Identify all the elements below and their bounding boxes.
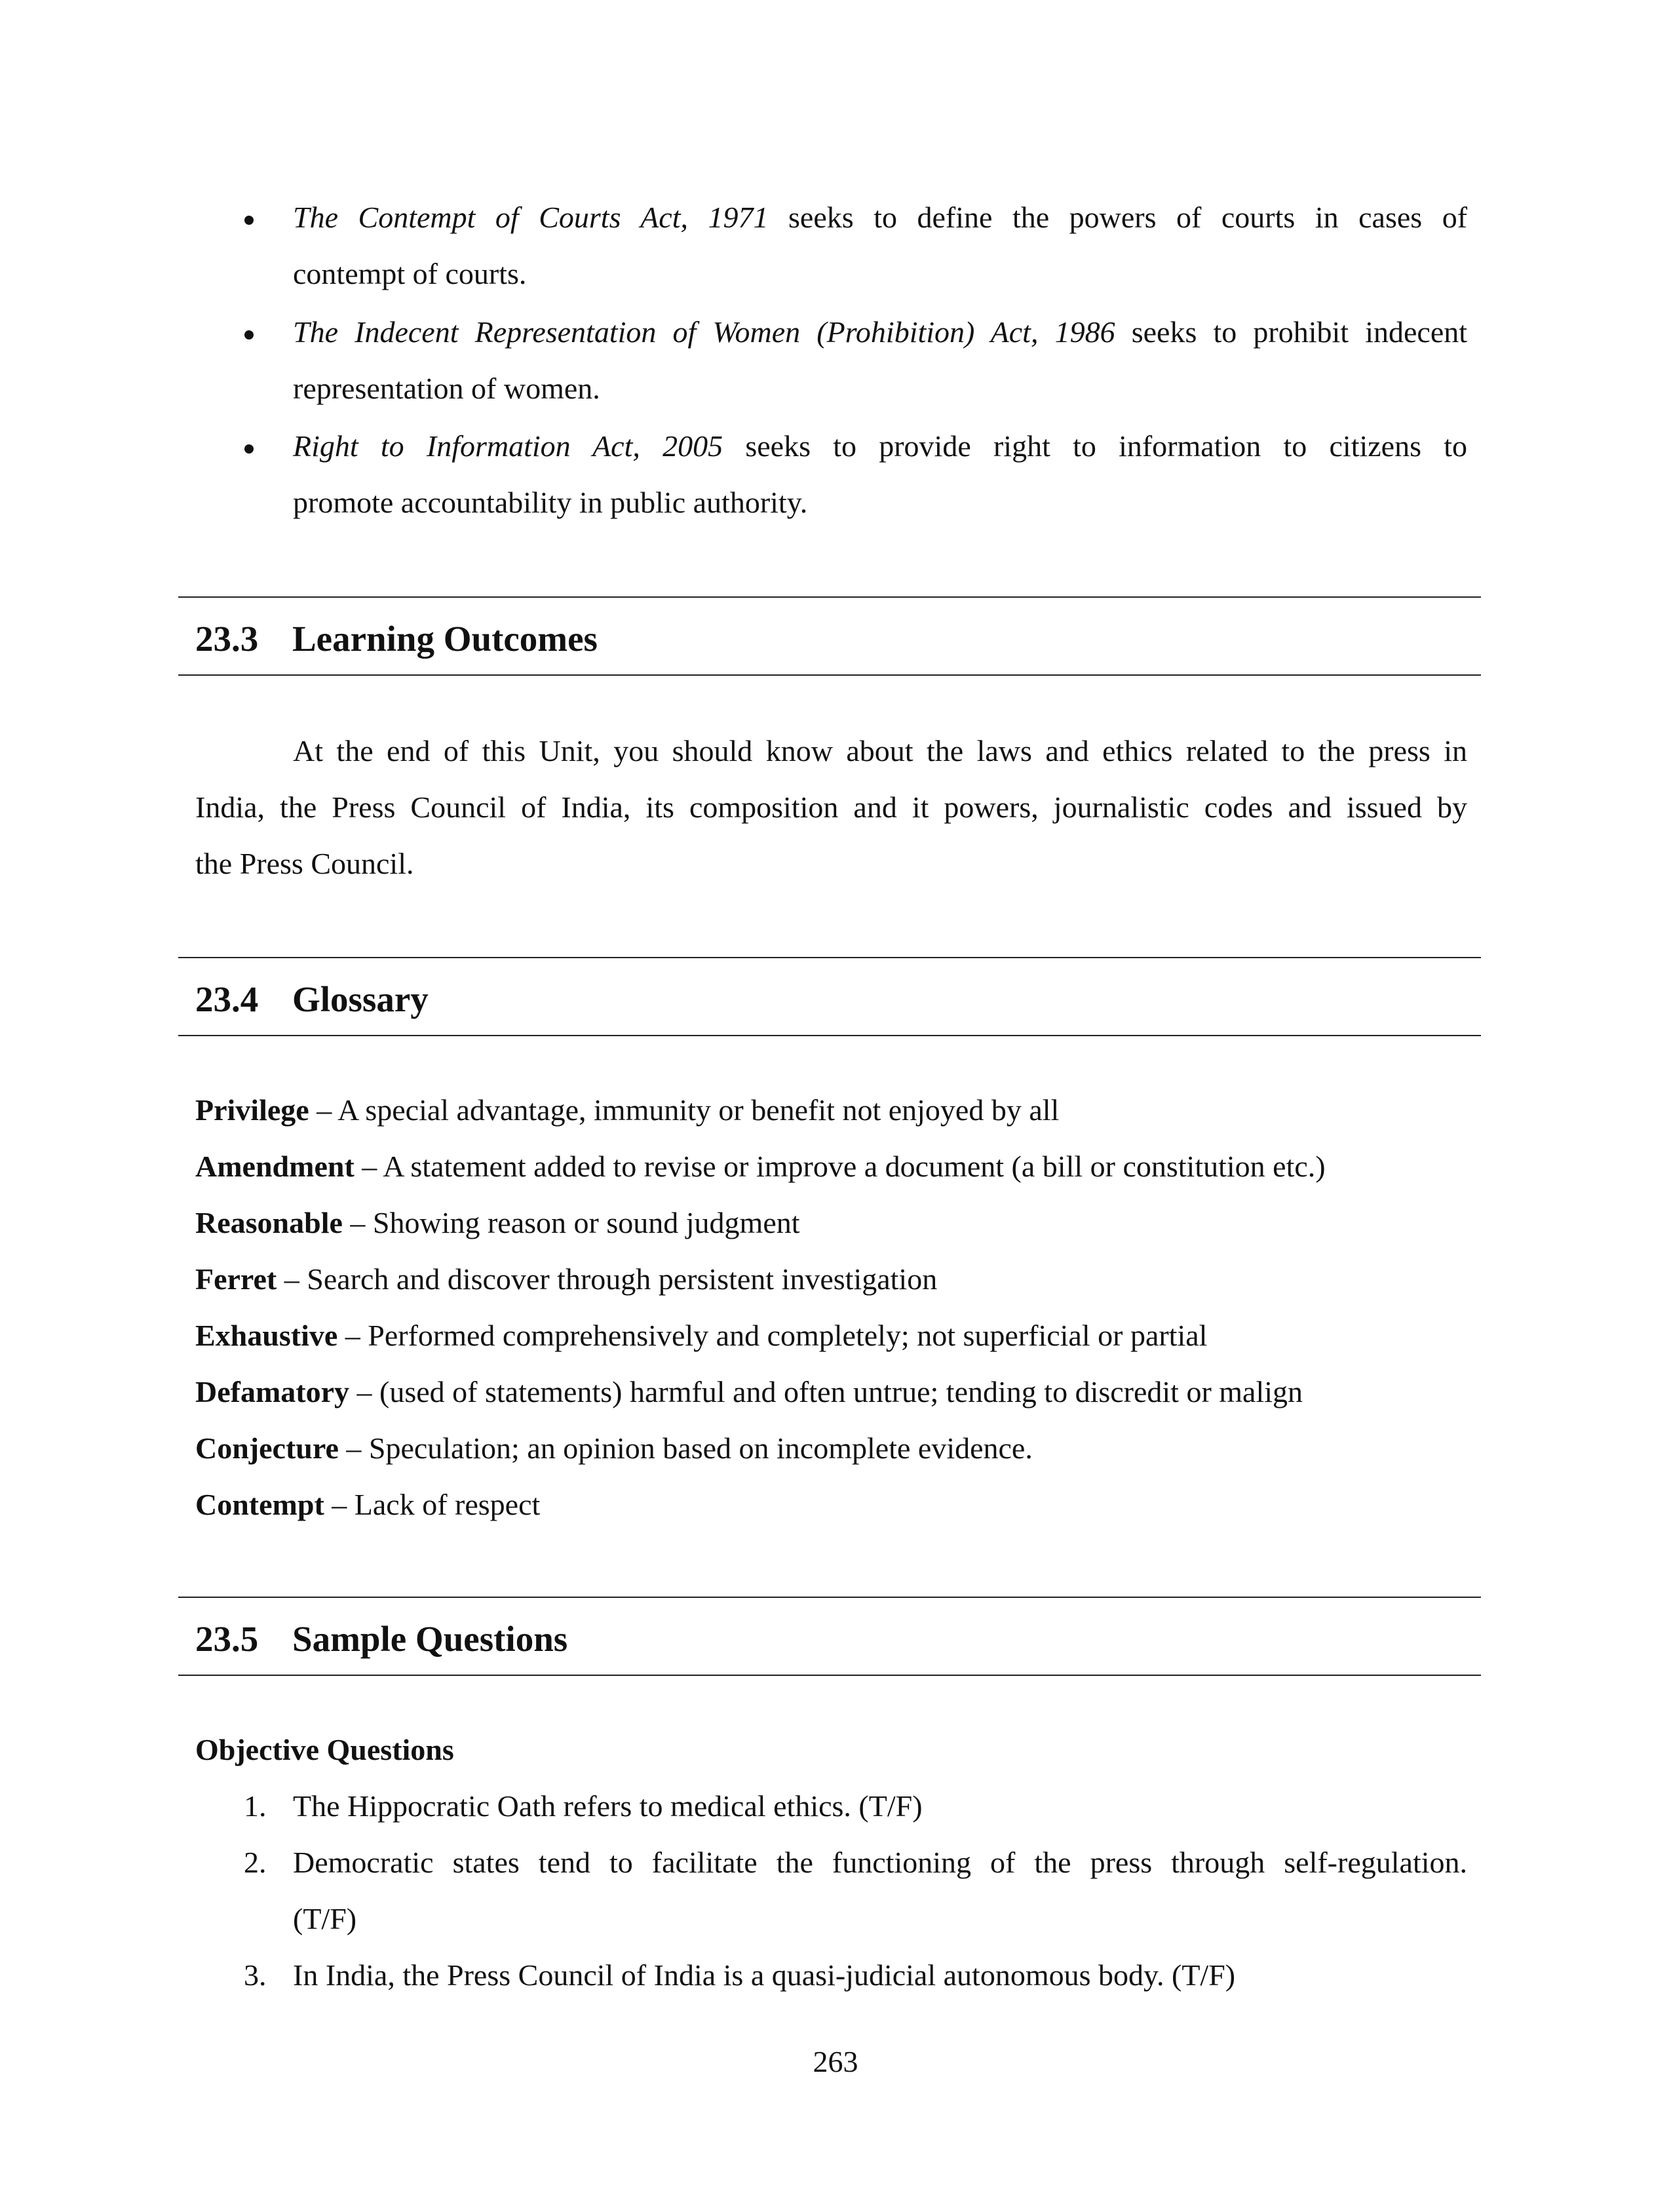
bullet-icon (244, 444, 254, 454)
glossary-entry (195, 1261, 937, 1298)
glossary-term: Exhaustive (195, 1319, 338, 1352)
glossary-entry (195, 1092, 1059, 1129)
glossary-entry (195, 1148, 1326, 1185)
paragraph-line: At the end of this Unit, you should know about the laws and ethics related to the press in (293, 734, 1467, 767)
section-title: Sample Questions (292, 1619, 568, 1659)
section-rule-top (178, 596, 1481, 598)
bullet-continuation: representation of women. (293, 372, 600, 405)
section-rule-top (178, 957, 1481, 958)
question-text-continuation: (T/F) (293, 1902, 357, 1935)
glossary-definition: – Lack of respect (324, 1488, 541, 1521)
act-name: Right to Information Act, 2005 (293, 429, 723, 463)
glossary-term: Conjecture (195, 1431, 339, 1465)
section-heading-glossary (195, 979, 429, 1020)
question-text: In India, the Press Council of India is a quasi-judicial autonomous body. (T/F) (293, 1958, 1236, 1992)
section-heading-learning-outcomes (195, 618, 598, 660)
bullet-text: seeks to provide right to information to citizens to (745, 429, 1468, 463)
glossary-entry (195, 1486, 540, 1523)
bullet-icon (244, 216, 254, 225)
glossary-definition: – A special advantage, immunity or benefit not enjoyed by all (309, 1093, 1060, 1127)
glossary-definition: – Search and discover through persistent investigation (277, 1262, 938, 1296)
section-rule-bottom (178, 674, 1481, 676)
bullet-line (293, 199, 1467, 236)
page-number: 263 (813, 2045, 858, 2078)
question-number: 2. (244, 1846, 267, 1879)
section-rule-bottom (178, 1675, 1481, 1676)
glossary-term: Ferret (195, 1262, 277, 1296)
bullet-text: seeks to prohibit indecent (1131, 315, 1468, 349)
glossary-definition: – Showing reason or sound judgment (342, 1206, 800, 1239)
glossary-term: Privilege (195, 1093, 309, 1127)
question-text: Democratic states tend to facilitate the functioning of the press through self-regulation. (293, 1846, 1467, 1879)
act-name: The Indecent Representation of Women (Prohibition) Act, 1986 (293, 315, 1115, 349)
section-title: Learning Outcomes (292, 619, 598, 659)
glossary-entry (195, 1430, 1033, 1467)
question-number: 3. (244, 1958, 267, 1992)
section-rule-top (178, 1597, 1481, 1598)
paragraph-line: the Press Council. (195, 847, 414, 880)
glossary-definition: – (used of statements) harmful and often untrue; tending to discredit or malign (349, 1375, 1303, 1408)
bullet-continuation: promote accountability in public authority. (293, 486, 808, 519)
bullet-line (293, 428, 1467, 465)
glossary-entry (195, 1205, 800, 1241)
glossary-definition: – Performed comprehensively and completely; not superficial or partial (337, 1319, 1208, 1352)
glossary-term: Amendment (195, 1150, 355, 1183)
question-number: 1. (244, 1789, 267, 1823)
glossary-definition: – Speculation; an opinion based on incomplete evidence. (338, 1431, 1033, 1465)
glossary-term: Defamatory (195, 1375, 350, 1408)
act-name: The Contempt of Courts Act, 1971 (293, 201, 769, 234)
question-text: The Hippocratic Oath refers to medical ethics. (T/F) (293, 1789, 923, 1823)
glossary-entry (195, 1317, 1207, 1354)
glossary-term: Reasonable (195, 1206, 343, 1239)
section-number: 23.5 (195, 1619, 259, 1659)
glossary-entry (195, 1374, 1303, 1410)
bullet-text: seeks to define the powers of courts in cases of (788, 201, 1468, 234)
section-heading-sample-questions (195, 1618, 567, 1660)
section-number: 23.3 (195, 619, 259, 659)
glossary-definition: – A statement added to revise or improve a document (a bill or constitution etc.) (354, 1150, 1326, 1183)
section-rule-bottom (178, 1035, 1481, 1036)
objective-questions-subheading: Objective Questions (195, 1733, 454, 1766)
bullet-icon (244, 330, 254, 340)
section-number: 23.4 (195, 979, 259, 1019)
bullet-continuation: contempt of courts. (293, 257, 527, 290)
bullet-line (293, 314, 1467, 351)
section-title: Glossary (292, 979, 429, 1019)
paragraph-line: India, the Press Council of India, its composition and it powers, journalistic codes and issued by (195, 790, 1467, 824)
glossary-term: Contempt (195, 1488, 324, 1521)
